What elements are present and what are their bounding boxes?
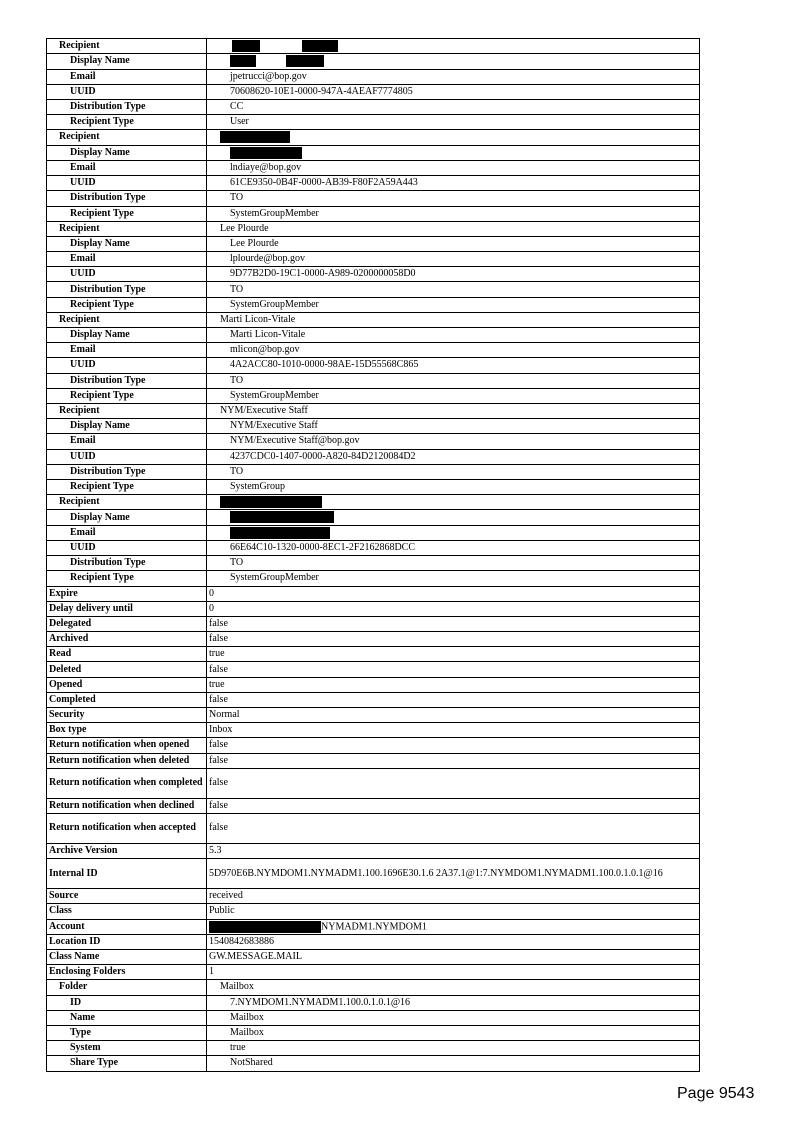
- redaction-block: [230, 147, 302, 159]
- property-key: Delay delivery until: [47, 601, 207, 616]
- property-value-text: true: [230, 1042, 246, 1054]
- property-key: Distribution Type: [47, 191, 207, 206]
- property-row: [47, 236, 700, 251]
- property-row: [47, 723, 700, 738]
- redaction-block: [220, 496, 322, 508]
- property-key: Archived: [47, 632, 207, 647]
- property-value: [207, 889, 700, 904]
- property-value-text: jpetrucci@bop.gov: [230, 70, 307, 82]
- property-key: Distribution Type: [47, 464, 207, 479]
- property-value-text: NYM/Executive Staff@bop.gov: [230, 435, 360, 447]
- property-row: [47, 69, 700, 84]
- property-row: [47, 449, 700, 464]
- property-value: [207, 980, 700, 995]
- property-value-text: TO: [230, 557, 244, 569]
- property-value: [207, 99, 700, 114]
- property-value-text: NYM/Executive Staff: [220, 405, 308, 417]
- property-value: [207, 176, 700, 191]
- property-value: [207, 145, 700, 160]
- property-value-text: Mailbox: [230, 1027, 264, 1039]
- property-value-text: 5D970E6B.NYMDOM1.NYMADM1.100.1696E30.1.6 2A37.1@1:7.NYMDOM1.NYMADM1.100.0.1.0.1@16: [209, 867, 663, 879]
- property-key: Recipient: [47, 130, 207, 145]
- property-key: Class Name: [47, 950, 207, 965]
- property-value: [207, 236, 700, 251]
- property-value-text: false: [209, 777, 228, 789]
- property-value: [207, 571, 700, 586]
- property-key: Deleted: [47, 662, 207, 677]
- property-value: [207, 449, 700, 464]
- property-row: [47, 39, 700, 54]
- property-value: [207, 312, 700, 327]
- property-row: [47, 950, 700, 965]
- property-value: [207, 1056, 700, 1071]
- property-row: [47, 919, 700, 934]
- redaction-block: [230, 527, 330, 539]
- property-key: Display Name: [47, 54, 207, 69]
- property-value: [207, 1010, 700, 1025]
- property-value-text: 4237CDC0-1407-0000-A820-84D2120084D2: [230, 450, 416, 462]
- property-row: [47, 980, 700, 995]
- property-row: [47, 221, 700, 236]
- property-key: Recipient Type: [47, 297, 207, 312]
- property-row: [47, 84, 700, 99]
- property-value: [207, 768, 700, 798]
- property-key: UUID: [47, 84, 207, 99]
- property-key: Return notification when deleted: [47, 753, 207, 768]
- property-value-text: 66E64C10-1320-0000-8EC1-2F2162868DCC: [230, 542, 415, 554]
- property-row: [47, 191, 700, 206]
- property-value: [207, 950, 700, 965]
- property-value-text: NYM/Executive Staff: [230, 420, 318, 432]
- property-row: [47, 115, 700, 130]
- property-value-text: 0: [209, 602, 214, 614]
- property-row: [47, 586, 700, 601]
- property-value-text: 4A2ACC80-1010-0000-98AE-15D55568C865: [230, 359, 419, 371]
- property-value-text: Lee Plourde: [220, 222, 269, 234]
- property-value-text: 0: [209, 587, 214, 599]
- redaction-block: [230, 55, 256, 67]
- property-value: [207, 738, 700, 753]
- property-row: [47, 419, 700, 434]
- property-key: Return notification when accepted: [47, 813, 207, 843]
- property-value-text: SystemGroupMember: [230, 298, 319, 310]
- property-value-text: 9D77B2D0-19C1-0000-A989-0200000058D0: [230, 268, 416, 280]
- property-value: [207, 813, 700, 843]
- property-value: [207, 358, 700, 373]
- property-value: [207, 464, 700, 479]
- property-value-text: false: [209, 822, 228, 834]
- property-key: Recipient: [47, 495, 207, 510]
- page-number: Page 9543: [677, 1085, 755, 1102]
- property-value-text: NYMADM1.NYMDOM1: [321, 920, 427, 932]
- property-value-text: 61CE9350-0B4F-0000-AB39-F80F2A59A443: [230, 177, 418, 189]
- property-value: [207, 1025, 700, 1040]
- property-value-text: false: [209, 663, 228, 675]
- property-value-text: NotShared: [230, 1057, 273, 1069]
- property-key: Recipient Type: [47, 479, 207, 494]
- property-value-text: false: [209, 693, 228, 705]
- property-value-text: Marti Licon-Vitale: [220, 313, 296, 325]
- property-row: [47, 1025, 700, 1040]
- property-value: [207, 495, 700, 510]
- property-value-text: Inbox: [209, 724, 233, 736]
- property-value: [207, 677, 700, 692]
- property-value: [207, 662, 700, 677]
- property-value: [207, 965, 700, 980]
- property-row: [47, 312, 700, 327]
- property-row: [47, 99, 700, 114]
- property-key: Account: [47, 919, 207, 934]
- property-row: [47, 859, 700, 889]
- property-key: Display Name: [47, 510, 207, 525]
- property-key: Recipient Type: [47, 115, 207, 130]
- property-row: [47, 556, 700, 571]
- property-row: [47, 160, 700, 175]
- property-value: [207, 221, 700, 236]
- property-value: [207, 115, 700, 130]
- property-row: [47, 434, 700, 449]
- property-value-text: Mailbox: [220, 981, 254, 993]
- property-value-text: User: [230, 116, 249, 128]
- property-row: [47, 130, 700, 145]
- property-key: Folder: [47, 980, 207, 995]
- property-value: [207, 919, 700, 934]
- property-row: [47, 145, 700, 160]
- property-value: [207, 601, 700, 616]
- property-row: [47, 904, 700, 919]
- property-value: [207, 647, 700, 662]
- property-key: UUID: [47, 540, 207, 555]
- property-row: [47, 753, 700, 768]
- property-row: [47, 798, 700, 813]
- property-row: [47, 358, 700, 373]
- redaction-block: [232, 40, 260, 52]
- property-value-text: Mailbox: [230, 1011, 264, 1023]
- property-value-text: SystemGroupMember: [230, 207, 319, 219]
- property-value-text: false: [209, 739, 228, 751]
- property-row: [47, 297, 700, 312]
- redaction-block: [220, 131, 290, 143]
- property-value: [207, 1041, 700, 1056]
- property-value: [207, 373, 700, 388]
- property-value: [207, 586, 700, 601]
- property-value-text: Public: [209, 905, 235, 917]
- property-key: Location ID: [47, 934, 207, 949]
- property-key: Recipient: [47, 312, 207, 327]
- property-value-text: TO: [230, 192, 244, 204]
- property-value: [207, 798, 700, 813]
- property-value: [207, 692, 700, 707]
- property-key: Email: [47, 434, 207, 449]
- property-row: [47, 677, 700, 692]
- property-key: Type: [47, 1025, 207, 1040]
- property-key: Email: [47, 525, 207, 540]
- property-row: [47, 632, 700, 647]
- redaction-block: [286, 55, 324, 67]
- property-key: Email: [47, 252, 207, 267]
- property-key: Share Type: [47, 1056, 207, 1071]
- property-row: [47, 616, 700, 631]
- property-value-text: Lee Plourde: [230, 237, 279, 249]
- property-row: [47, 571, 700, 586]
- property-key: Source: [47, 889, 207, 904]
- property-row: [47, 252, 700, 267]
- property-row: [47, 495, 700, 510]
- property-key: UUID: [47, 267, 207, 282]
- property-value: [207, 388, 700, 403]
- property-row: [47, 647, 700, 662]
- property-value-text: mlicon@bop.gov: [230, 344, 300, 356]
- property-key: Security: [47, 708, 207, 723]
- property-key: Distribution Type: [47, 282, 207, 297]
- property-value-text: 5.3: [209, 845, 222, 857]
- property-value: [207, 843, 700, 858]
- property-value: [207, 723, 700, 738]
- property-row: [47, 479, 700, 494]
- property-value: [207, 859, 700, 889]
- property-key: Display Name: [47, 419, 207, 434]
- property-value-text: SystemGroup: [230, 480, 285, 492]
- property-key: Class: [47, 904, 207, 919]
- property-key: UUID: [47, 176, 207, 191]
- property-row: [47, 540, 700, 555]
- property-value: [207, 297, 700, 312]
- property-value-text: TO: [230, 465, 244, 477]
- property-row: [47, 738, 700, 753]
- property-key: System: [47, 1041, 207, 1056]
- property-row: [47, 403, 700, 418]
- property-value: [207, 206, 700, 221]
- property-value-text: CC: [230, 101, 244, 113]
- property-row: [47, 934, 700, 949]
- property-value-text: TO: [230, 283, 244, 295]
- property-key: Display Name: [47, 145, 207, 160]
- property-row: [47, 813, 700, 843]
- property-value: [207, 130, 700, 145]
- property-row: [47, 662, 700, 677]
- property-key: Return notification when opened: [47, 738, 207, 753]
- property-row: [47, 206, 700, 221]
- property-value-text: Marti Licon-Vitale: [230, 329, 306, 341]
- property-value: [207, 616, 700, 631]
- property-key: Display Name: [47, 328, 207, 343]
- property-key: Read: [47, 647, 207, 662]
- property-row: [47, 601, 700, 616]
- property-value: [207, 479, 700, 494]
- property-key: Recipient: [47, 39, 207, 54]
- property-value: [207, 282, 700, 297]
- property-key: Box type: [47, 723, 207, 738]
- property-value-text: lplourde@bop.gov: [230, 253, 306, 265]
- property-key: Opened: [47, 677, 207, 692]
- property-key: Name: [47, 1010, 207, 1025]
- property-row: [47, 708, 700, 723]
- property-value-text: true: [209, 678, 225, 690]
- property-key: Recipient: [47, 403, 207, 418]
- property-key: Email: [47, 69, 207, 84]
- property-value-text: false: [209, 799, 228, 811]
- property-row: [47, 464, 700, 479]
- property-value: [207, 39, 700, 54]
- property-row: [47, 282, 700, 297]
- property-value-text: 7.NYMDOM1.NYMADM1.100.0.1.0.1@16: [230, 996, 411, 1008]
- property-key: Return notification when declined: [47, 798, 207, 813]
- property-row: [47, 267, 700, 282]
- property-value: [207, 403, 700, 418]
- property-key: Enclosing Folders: [47, 965, 207, 980]
- property-row: [47, 1041, 700, 1056]
- property-value: [207, 632, 700, 647]
- property-value: [207, 753, 700, 768]
- property-value: [207, 267, 700, 282]
- property-key: Email: [47, 160, 207, 175]
- property-value-text: lndiaye@bop.gov: [230, 162, 302, 174]
- property-row: [47, 373, 700, 388]
- property-row: [47, 1056, 700, 1071]
- property-key: UUID: [47, 358, 207, 373]
- redaction-block: [209, 921, 321, 933]
- property-value-text: false: [209, 633, 228, 645]
- property-key: Recipient Type: [47, 571, 207, 586]
- property-key: Archive Version: [47, 843, 207, 858]
- property-value-text: true: [209, 648, 225, 660]
- property-row: [47, 328, 700, 343]
- property-value: [207, 556, 700, 571]
- redaction-block: [302, 40, 338, 52]
- email-properties-table: [46, 38, 700, 1072]
- property-key: Distribution Type: [47, 556, 207, 571]
- property-key: Completed: [47, 692, 207, 707]
- property-row: [47, 843, 700, 858]
- property-value: [207, 191, 700, 206]
- property-value: [207, 708, 700, 723]
- property-row: [47, 995, 700, 1010]
- property-value: [207, 540, 700, 555]
- property-value: [207, 525, 700, 540]
- property-key: Delegated: [47, 616, 207, 631]
- property-row: [47, 525, 700, 540]
- property-key: Display Name: [47, 236, 207, 251]
- property-value-text: GW.MESSAGE.MAIL: [209, 951, 302, 963]
- property-row: [47, 176, 700, 191]
- property-value: [207, 54, 700, 69]
- property-row: [47, 343, 700, 358]
- property-value: [207, 510, 700, 525]
- property-value: [207, 328, 700, 343]
- property-key: Internal ID: [47, 859, 207, 889]
- redaction-block: [230, 511, 334, 523]
- property-value: [207, 419, 700, 434]
- property-key: Distribution Type: [47, 373, 207, 388]
- property-key: Distribution Type: [47, 99, 207, 114]
- property-value-text: Normal: [209, 709, 240, 721]
- property-key: UUID: [47, 449, 207, 464]
- property-row: [47, 692, 700, 707]
- property-row: [47, 54, 700, 69]
- property-value-text: 1: [209, 966, 214, 978]
- property-value-text: SystemGroupMember: [230, 572, 319, 584]
- property-value: [207, 934, 700, 949]
- property-row: [47, 768, 700, 798]
- property-key: ID: [47, 995, 207, 1010]
- property-value: [207, 69, 700, 84]
- property-value: [207, 343, 700, 358]
- property-value-text: SystemGroupMember: [230, 389, 319, 401]
- property-key: Recipient: [47, 221, 207, 236]
- property-value: [207, 904, 700, 919]
- property-key: Recipient Type: [47, 388, 207, 403]
- property-value-text: received: [209, 890, 243, 902]
- property-value: [207, 252, 700, 267]
- property-row: [47, 965, 700, 980]
- property-key: Return notification when completed: [47, 768, 207, 798]
- property-value: [207, 434, 700, 449]
- property-row: [47, 388, 700, 403]
- property-key: Recipient Type: [47, 206, 207, 221]
- property-value-text: 1540842683886: [209, 935, 274, 947]
- property-key: Expire: [47, 586, 207, 601]
- property-value-text: false: [209, 754, 228, 766]
- property-value-text: false: [209, 617, 228, 629]
- property-value: [207, 84, 700, 99]
- property-row: [47, 1010, 700, 1025]
- property-row: [47, 510, 700, 525]
- property-value-text: 70608620-10E1-0000-947A-4AEAF7774805: [230, 85, 413, 97]
- property-value-text: TO: [230, 374, 244, 386]
- property-value: [207, 995, 700, 1010]
- property-value: [207, 160, 700, 175]
- property-row: [47, 889, 700, 904]
- property-key: Email: [47, 343, 207, 358]
